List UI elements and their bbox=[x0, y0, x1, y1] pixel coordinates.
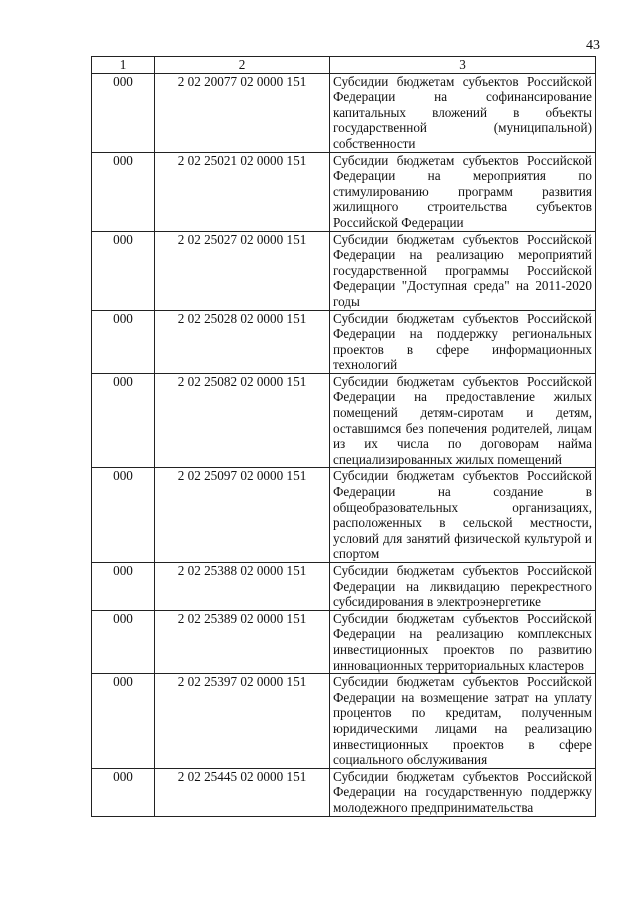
column-number-2: 2 bbox=[155, 57, 330, 74]
admin-code-cell: 000 bbox=[92, 468, 155, 563]
budget-code-cell: 2 02 25021 02 0000 151 bbox=[155, 152, 330, 231]
budget-code-cell: 2 02 25097 02 0000 151 bbox=[155, 468, 330, 563]
admin-code-cell: 000 bbox=[92, 231, 155, 310]
admin-code-cell: 000 bbox=[92, 563, 155, 611]
admin-code-cell: 000 bbox=[92, 768, 155, 816]
page-number: 43 bbox=[586, 38, 600, 53]
budget-code-cell: 2 02 25397 02 0000 151 bbox=[155, 674, 330, 769]
admin-code-cell: 000 bbox=[92, 373, 155, 468]
table-row bbox=[92, 373, 596, 468]
budget-code-cell: 2 02 25388 02 0000 151 bbox=[155, 563, 330, 611]
table-row bbox=[92, 468, 596, 563]
description-cell: Субсидии бюджетам субъектов Российской Федерации на возмещение затрат на уплату процентов по кредитам, полученным юридическими лицами на реализацию инвестиционных проектов в сфере социального обслуживания bbox=[330, 674, 596, 769]
table-row bbox=[92, 231, 596, 310]
description-cell: Субсидии бюджетам субъектов Российской Федерации на мероприятия по стимулированию программ развития жилищного строительства субъектов Российской Федерации bbox=[330, 152, 596, 231]
description-cell: Субсидии бюджетам субъектов Российской Федерации на создание в общеобразовательных организациях, расположенных в сельской местности, условий для занятий физической культурой и спортом bbox=[330, 468, 596, 563]
budget-code-cell: 2 02 25082 02 0000 151 bbox=[155, 373, 330, 468]
description-cell: Субсидии бюджетам субъектов Российской Федерации на реализацию мероприятий государственной программы Российской Федерации "Доступная среда" на 2011-2020 годы bbox=[330, 231, 596, 310]
description-cell: Субсидии бюджетам субъектов Российской Федерации на ликвидацию перекрестного субсидирования в электроэнергетике bbox=[330, 563, 596, 611]
admin-code-cell: 000 bbox=[92, 310, 155, 373]
admin-code-cell: 000 bbox=[92, 73, 155, 152]
budget-code-cell: 2 02 25445 02 0000 151 bbox=[155, 768, 330, 816]
description-cell: Субсидии бюджетам субъектов Российской Федерации на софинансирование капитальных вложений в объекты государственной (муниципальной) собственности bbox=[330, 73, 596, 152]
table-row bbox=[92, 563, 596, 611]
budget-code-cell: 2 02 25389 02 0000 151 bbox=[155, 610, 330, 673]
admin-code-cell: 000 bbox=[92, 152, 155, 231]
description-cell: Субсидии бюджетам субъектов Российской Федерации на реализацию комплексных инвестиционных проектов по развитию инновационных территориальных кластеров bbox=[330, 610, 596, 673]
column-number-3: 3 bbox=[330, 57, 596, 74]
description-cell: Субсидии бюджетам субъектов Российской Федерации на государственную поддержку молодежного предпринимательства bbox=[330, 768, 596, 816]
budget-classification-table bbox=[91, 56, 596, 817]
table-row bbox=[92, 610, 596, 673]
budget-code-cell: 2 02 25028 02 0000 151 bbox=[155, 310, 330, 373]
column-number-1: 1 bbox=[92, 57, 155, 74]
budget-code-cell: 2 02 20077 02 0000 151 bbox=[155, 73, 330, 152]
admin-code-cell: 000 bbox=[92, 610, 155, 673]
table-row bbox=[92, 674, 596, 769]
admin-code-cell: 000 bbox=[92, 674, 155, 769]
budget-code-cell: 2 02 25027 02 0000 151 bbox=[155, 231, 330, 310]
description-cell: Субсидии бюджетам субъектов Российской Федерации на поддержку региональных проектов в сфере информационных технологий bbox=[330, 310, 596, 373]
table-row bbox=[92, 152, 596, 231]
table-header-row bbox=[92, 57, 596, 74]
table-row bbox=[92, 768, 596, 816]
table-row bbox=[92, 73, 596, 152]
description-cell: Субсидии бюджетам субъектов Российской Федерации на предоставление жилых помещений детям-сиротам и детям, оставшимся без попечения родителей, лицам из их числа по договорам найма специализированных жилых помещений bbox=[330, 373, 596, 468]
table-row bbox=[92, 310, 596, 373]
